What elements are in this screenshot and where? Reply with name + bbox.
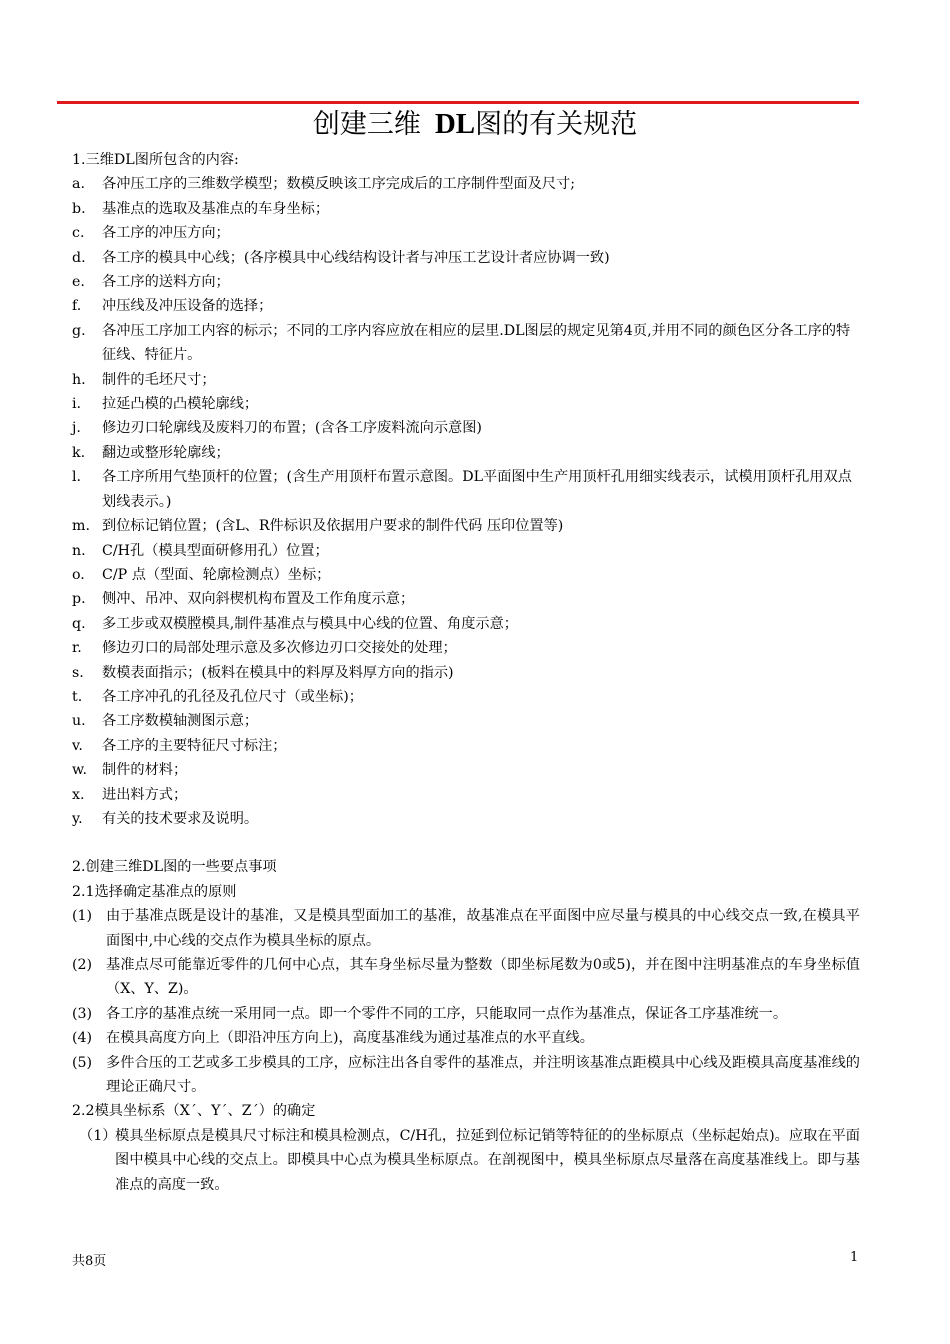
list-marker: (2) <box>72 957 93 973</box>
page-title: 创建三维 DL图的有关规范 <box>312 108 638 140</box>
list-text: 模具坐标原点是模具尺寸标注和模具检测点，C/H孔，拉延到位标记销等特征的的坐标原点（坐标起始点)。应取在平面图中模具中心线的交点上。即模具中心点为模具坐标原点。在剖视图中，模具坐标原点尽量落在高度基准线上。即与基准点的高度一致。 <box>115 1127 860 1193</box>
page-count: 共8页 <box>72 1254 107 1269</box>
list-text: 基准点尽可能靠近零件的几何中心点，其车身坐标尽量为整数（即坐标尾数为0或5)，并在图中注明基准点的车身坐标值（X、Y、Z)。 <box>106 957 860 998</box>
list-item <box>72 270 860 294</box>
section2-heading: 2.创建三维DL图的一些要点事项 <box>72 859 277 876</box>
list-item <box>72 612 860 636</box>
list-text: 冲压线及冲压设备的选择； <box>102 298 273 315</box>
list-text: 各工序的模具中心线；(各序模具中心线结构设计者与冲压工艺设计者应协调一致) <box>102 249 610 266</box>
list-item <box>72 319 860 368</box>
list-marker: t. <box>72 688 83 705</box>
list-text: 各工序冲孔的孔径及孔位尺寸（或坐标)； <box>102 688 363 705</box>
spacer <box>72 831 860 855</box>
list-marker: b. <box>72 200 86 217</box>
list-item <box>72 758 860 782</box>
list-item <box>72 197 860 221</box>
list-text: 修边刃口轮廓线及废料刀的布置；(含各工序废料流向示意图) <box>102 420 482 437</box>
list-item <box>72 563 860 587</box>
list-item <box>72 392 860 416</box>
list-item <box>72 465 860 514</box>
list-text: 侧冲、吊冲、双向斜楔机构布置及工作角度示意； <box>102 591 415 608</box>
list-text: C/P 点（型面、轮廓检测点）坐标； <box>102 566 331 583</box>
list-item <box>72 709 860 733</box>
list-marker: c. <box>72 225 85 242</box>
list-item <box>72 783 860 807</box>
list-item <box>72 294 860 318</box>
list-item <box>72 368 860 392</box>
list-text: 到位标记销位置；(含L、R件标识及依据用户要求的制件代码 压印位置等) <box>102 518 564 535</box>
section2-1-heading: 2.1选择确定基准点的原则 <box>72 883 237 900</box>
list-marker: p. <box>72 591 86 608</box>
list-text: 在模具高度方向上（即沿冲压方向上)，高度基准线为通过基准点的水平直线。 <box>106 1030 594 1047</box>
list-text: 各工序的基准点统一采用同一点。即一个零件不同的工序，只能取同一点作为基准点，保证各工序基准统一。 <box>106 1005 788 1022</box>
section2-1-list <box>72 904 860 1099</box>
section1-list <box>72 172 860 831</box>
list-marker: (5) <box>72 1054 93 1071</box>
list-marker: (1) <box>72 908 93 925</box>
list-marker: m. <box>72 518 90 535</box>
list-marker: （1） <box>79 1127 117 1144</box>
list-text: 各工序的冲压方向； <box>102 225 230 242</box>
list-item <box>72 636 860 660</box>
list-text: 有关的技术要求及说明。 <box>102 810 259 827</box>
list-item <box>72 1002 860 1026</box>
list-marker: v. <box>72 737 83 754</box>
list-text: C/H孔（模具型面研修用孔）位置； <box>102 542 329 559</box>
list-marker: g. <box>72 322 86 339</box>
list-marker: a. <box>72 176 85 193</box>
list-item <box>72 953 860 1002</box>
list-marker: u. <box>72 713 86 730</box>
list-text: 多工步或双模膛模具,制件基准点与模具中心线的位置、角度示意； <box>102 615 518 632</box>
list-item <box>72 734 860 758</box>
list-text: 进出料方式； <box>102 786 188 803</box>
list-text: 各冲压工序加工内容的标示；不同的工序内容应放在相应的层里.DL图层的规定见第4页,并用不同的颜色区分各工序的特征线、特征片。 <box>102 322 851 364</box>
list-marker: n. <box>72 542 86 559</box>
list-item <box>72 661 860 685</box>
list-item <box>72 416 860 440</box>
list-marker: r. <box>72 640 82 657</box>
list-item <box>72 685 860 709</box>
list-item <box>72 1051 860 1100</box>
list-marker: (4) <box>72 1030 93 1047</box>
list-text: 制件的毛坯尺寸； <box>102 371 216 388</box>
list-marker: d. <box>72 249 86 266</box>
list-item <box>72 904 860 953</box>
list-item <box>72 587 860 611</box>
list-text: 多件合压的工艺或多工步模具的工序，应标注出各自零件的基准点，并注明该基准点距模具中心线及距模具高度基准线的理论正确尺寸。 <box>106 1054 860 1096</box>
list-text: 基准点的选取及基准点的车身坐标； <box>102 200 330 217</box>
list-item <box>72 1026 860 1050</box>
list-item <box>72 246 860 270</box>
list-marker: o. <box>72 566 85 583</box>
list-marker: (3) <box>72 1005 93 1022</box>
list-marker: e. <box>72 274 85 291</box>
list-text: 翻边或整形轮廓线； <box>102 444 230 461</box>
list-marker: q. <box>72 615 86 632</box>
list-marker: h. <box>72 371 86 388</box>
list-marker: y. <box>72 810 83 827</box>
list-marker: w. <box>72 762 87 779</box>
list-item <box>72 172 860 196</box>
section2-2-heading: 2.2模具坐标系（X´、Y´、Z´）的确定 <box>72 1103 316 1120</box>
list-text: 各工序数模轴测图示意； <box>102 713 259 730</box>
list-text: 各工序所用气垫顶杆的位置；(含生产用顶杆布置示意图。DL平面图中生产用顶杆孔用细实线表示，试模用顶杆孔用双点划线表示。) <box>102 469 852 510</box>
section2-2-list <box>72 1124 860 1197</box>
list-item <box>72 539 860 563</box>
list-text: 各冲压工序的三维数学模型；数模反映该工序完成后的工序制件型面及尺寸; <box>102 176 575 193</box>
page-number: 1 <box>850 1250 859 1265</box>
document-body <box>72 148 860 1197</box>
section1-heading: 1.三维DL图所包含的内容: <box>72 152 239 168</box>
list-marker: x. <box>72 786 85 803</box>
list-item <box>72 441 860 465</box>
list-text: 各工序的主要特征尺寸标注； <box>102 737 287 754</box>
list-text: 各工序的送料方向； <box>102 274 230 291</box>
list-marker: s. <box>72 664 84 681</box>
list-marker: k. <box>72 444 86 461</box>
list-item <box>72 514 860 538</box>
list-marker: i. <box>72 396 82 413</box>
list-marker: j. <box>72 420 81 437</box>
list-marker: f. <box>72 298 82 315</box>
list-text: 修边刃口的局部处理示意及多次修边刃口交接处的处理； <box>102 640 457 657</box>
list-text: 由于基准点既是设计的基准，又是模具型面加工的基准，故基准点在平面图中应尽量与模具的中心线交点一致,在模具平面图中,中心线的交点作为模具坐标的原点。 <box>106 908 860 949</box>
list-text: 拉延凸模的凸模轮廓线； <box>102 396 259 413</box>
list-item <box>72 1124 860 1197</box>
list-marker: l. <box>72 469 82 486</box>
list-item <box>72 221 860 245</box>
list-text: 数模表面指示；(板料在模具中的料厚及料厚方向的指示) <box>102 664 454 681</box>
list-text: 制件的材料； <box>102 762 188 779</box>
list-item <box>72 807 860 831</box>
